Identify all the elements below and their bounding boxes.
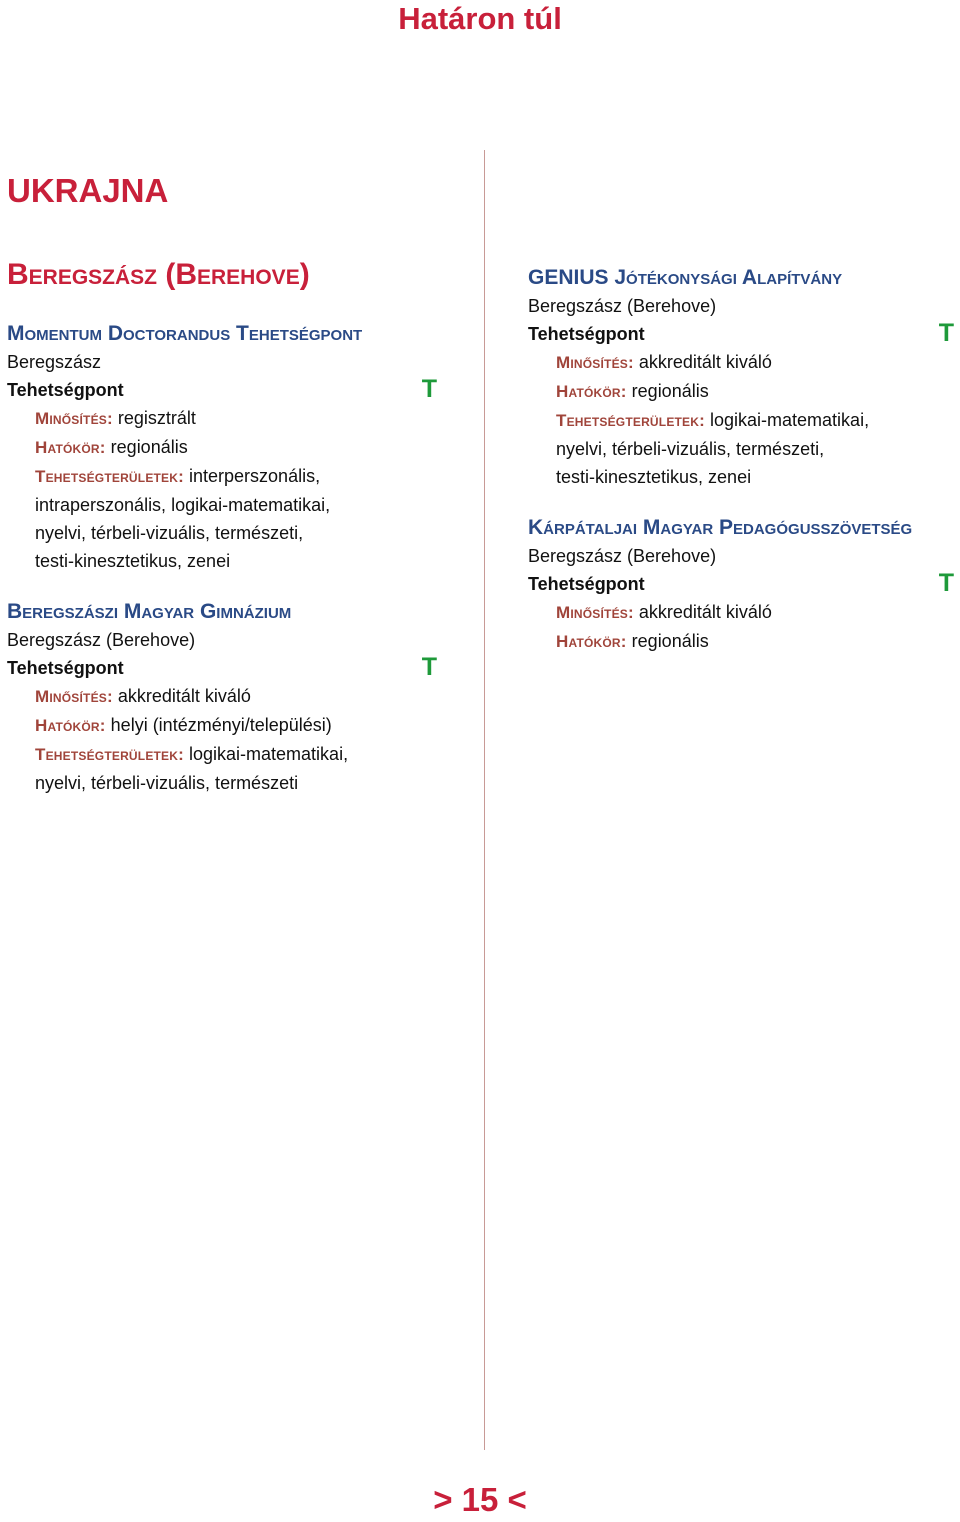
tehetsegpont-t-icon: T <box>938 319 954 347</box>
rating-value: akkreditált kiváló <box>638 602 772 622</box>
scope-label: Hatókör: <box>35 438 106 457</box>
areas-line: nyelvi, térbeli-vizuális, természeti, <box>556 439 825 459</box>
org-rating <box>7 682 437 711</box>
org-title: Beregszászi Magyar Gimnázium <box>7 600 292 623</box>
org-scope <box>528 627 954 656</box>
areas-label: Tehetségterületek: <box>35 467 184 486</box>
rating-value: regisztrált <box>117 408 196 428</box>
areas-line: intraperszonális, logikai-matematikai, <box>35 495 331 515</box>
column-divider <box>484 150 485 1450</box>
org-location: Beregszász (Berehove) <box>528 546 717 566</box>
org-rating <box>528 348 954 377</box>
rating-label: Minősítés: <box>35 409 113 428</box>
org-title: Kárpátaljai Magyar Pedagógusszövetség <box>528 516 913 539</box>
org-location: Beregszász (Berehove) <box>7 630 196 650</box>
org-entry <box>7 320 437 575</box>
org-scope <box>7 711 437 740</box>
scope-label: Hatókör: <box>35 716 106 735</box>
org-areas <box>7 740 437 769</box>
page-header-title: Határon túl <box>398 1 562 36</box>
country-heading: UKRAJNA <box>7 172 169 209</box>
rating-label: Minősítés: <box>35 687 113 706</box>
areas-label: Tehetségterületek: <box>35 745 184 764</box>
scope-value: regionális <box>631 381 709 401</box>
areas-line: logikai-matematikai, <box>189 744 349 764</box>
tehetsegpont-t-icon: T <box>421 375 437 403</box>
org-type: Tehetségpont <box>528 324 645 344</box>
tehetsegpont-t-icon: T <box>421 653 437 681</box>
org-scope <box>7 433 437 462</box>
scope-value: regionális <box>631 631 709 651</box>
org-type: Tehetségpont <box>7 658 124 678</box>
org-type-row <box>528 320 954 348</box>
org-entry <box>7 598 437 797</box>
areas-label: Tehetségterületek: <box>556 411 705 430</box>
tehetsegpont-t-icon: T <box>938 569 954 597</box>
areas-line: testi-kinesztetikus, zenei <box>556 467 752 487</box>
rating-value: akkreditált kiváló <box>638 352 772 372</box>
org-rating <box>528 598 954 627</box>
org-areas <box>7 462 437 491</box>
org-scope <box>528 377 954 406</box>
scope-label: Hatókör: <box>556 382 627 401</box>
areas-line: nyelvi, térbeli-vizuális, természeti <box>35 773 299 793</box>
rating-value: akkreditált kiváló <box>117 686 251 706</box>
org-type-row <box>7 376 437 404</box>
areas-line: interperszonális, <box>189 466 321 486</box>
page-number: > 15 < <box>433 1481 527 1518</box>
org-location: Beregszász <box>7 352 102 372</box>
rating-label: Minősítés: <box>556 603 634 622</box>
org-type: Tehetségpont <box>528 574 645 594</box>
org-location: Beregszász (Berehove) <box>528 296 717 316</box>
org-title: GENIUS Jótékonysági Alapítvány <box>528 266 843 289</box>
org-title: Momentum Doctorandus Tehetségpont <box>7 322 363 345</box>
org-type-row <box>7 654 437 682</box>
areas-line: testi-kinesztetikus, zenei <box>35 551 231 571</box>
org-type: Tehetségpont <box>7 380 124 400</box>
areas-line: logikai-matematikai, <box>710 410 870 430</box>
scope-value: helyi (intézményi/települési) <box>110 715 332 735</box>
scope-value: regionális <box>110 437 188 457</box>
org-entry <box>528 264 954 491</box>
org-areas <box>528 406 954 435</box>
org-entry <box>528 514 954 656</box>
org-rating <box>7 404 437 433</box>
rating-label: Minősítés: <box>556 353 634 372</box>
scope-label: Hatókör: <box>556 632 627 651</box>
areas-line: nyelvi, térbeli-vizuális, természeti, <box>35 523 304 543</box>
city-heading: Beregszász (Berehove) <box>7 258 310 291</box>
org-type-row <box>528 570 954 598</box>
